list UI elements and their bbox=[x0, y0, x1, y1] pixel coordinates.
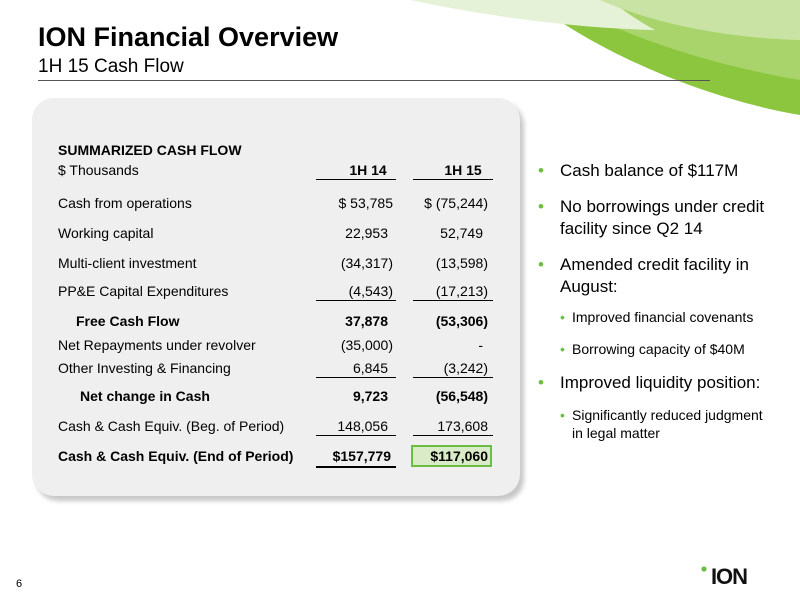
table-heading: SUMMARIZED CASH FLOW bbox=[58, 142, 242, 158]
row-value-1h14: 9,723 bbox=[352, 388, 388, 404]
subtotal-underline-1 bbox=[316, 377, 396, 378]
subtotal-underline-1 bbox=[316, 300, 396, 301]
row-label: Other Investing & Financing bbox=[58, 360, 231, 376]
bullet-dot-icon: • bbox=[560, 407, 565, 423]
row-label-bold: Cash & Cash Equiv. (End of Period) bbox=[58, 448, 294, 464]
row-value-1h15: (3,242) bbox=[443, 360, 488, 376]
title-divider bbox=[38, 80, 710, 81]
slide-subtitle: 1H 15 Cash Flow bbox=[38, 56, 184, 77]
bullet-dot-icon: • bbox=[538, 373, 544, 392]
total-double-underline-1 bbox=[316, 466, 396, 468]
subtotal-underline-2 bbox=[413, 377, 493, 378]
row-label: Cash from operations bbox=[58, 195, 192, 211]
subtotal-underline-1 bbox=[316, 435, 396, 436]
row-value-1h14: (35,000) bbox=[340, 337, 393, 353]
row-label-bold: Free Cash Flow bbox=[76, 313, 180, 329]
table-units: $ Thousands bbox=[58, 162, 139, 178]
bullet-dot-icon: • bbox=[560, 309, 565, 325]
row-value-1h15: (53,306) bbox=[435, 313, 488, 329]
row-value-1h15: (13,598) bbox=[435, 255, 488, 271]
row-value-1h14: 22,953 bbox=[345, 225, 388, 241]
row-label: Net Repayments under revolver bbox=[58, 337, 256, 353]
subtotal-underline-2 bbox=[413, 435, 493, 436]
slide-title: ION Financial Overview bbox=[38, 22, 339, 52]
row-value-1h14: 148,056 bbox=[337, 418, 388, 434]
header-underline-1 bbox=[316, 179, 396, 180]
row-value-1h14: $157,779 bbox=[332, 448, 391, 464]
row-label: Multi-client investment bbox=[58, 255, 197, 271]
row-label-bold: Net change in Cash bbox=[80, 388, 210, 404]
bullet-dot-icon: • bbox=[538, 161, 544, 180]
row-label: Working capital bbox=[58, 225, 154, 241]
row-label: PP&E Capital Expenditures bbox=[58, 283, 229, 299]
subtotal-underline-2 bbox=[413, 300, 493, 301]
col-header-1h14: 1H 14 bbox=[349, 162, 387, 178]
row-value-1h15: $117,060 bbox=[430, 448, 488, 464]
row-value-1h14: (4,543) bbox=[348, 283, 393, 299]
row-value-1h15: 52,749 bbox=[440, 225, 483, 241]
row-value-1h15: 173,608 bbox=[437, 418, 488, 434]
row-value-1h15: (56,548) bbox=[435, 388, 488, 404]
row-label: Cash & Cash Equiv. (Beg. of Period) bbox=[58, 418, 285, 434]
header-underline-2 bbox=[413, 179, 493, 180]
row-value-1h14: $ 53,785 bbox=[338, 195, 393, 211]
row-value-1h15: (17,213) bbox=[435, 283, 488, 299]
svg-text:ION: ION bbox=[710, 566, 748, 586]
row-value-1h14: 37,878 bbox=[345, 313, 388, 329]
row-value-1h15: $ (75,244) bbox=[424, 195, 488, 211]
row-value-1h15: - bbox=[478, 337, 483, 353]
page-number: 6 bbox=[16, 578, 23, 590]
bullet-dot-icon: • bbox=[538, 255, 544, 274]
col-header-1h15: 1H 15 bbox=[444, 162, 482, 178]
row-value-1h14: (34,317) bbox=[340, 255, 393, 271]
bullet-dot-icon: • bbox=[560, 341, 565, 357]
bullet-dot-icon: • bbox=[538, 197, 544, 216]
ion-logo bbox=[696, 566, 762, 586]
row-value-1h14: 6,845 bbox=[352, 360, 388, 376]
